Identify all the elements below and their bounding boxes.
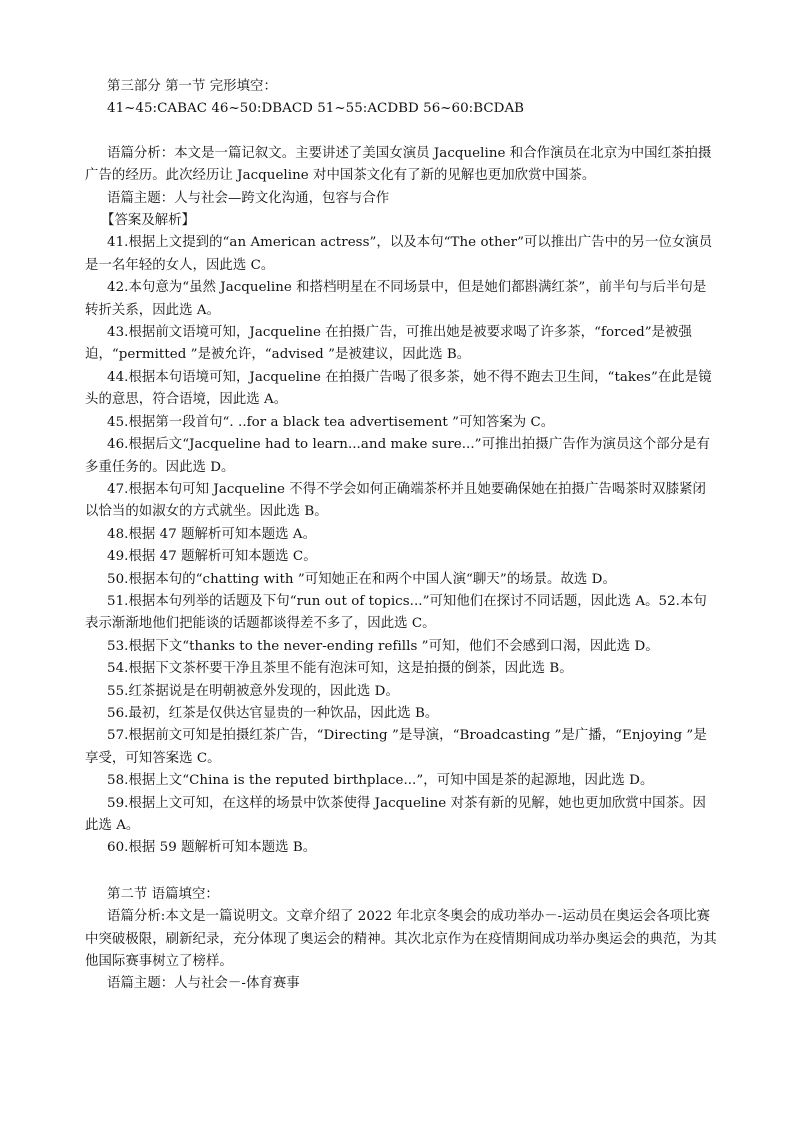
explanation-item: 59.根据上文可知，在这样的场景中饮茶使得 Jacqueline 对茶有新的见解，她也更加欣赏中国茶。因此选 A。 — [85, 795, 706, 833]
explanation-item: 53.根据下文“thanks to the never-ending refills ”可知，他们不会感到口渴，因此选 D。 — [107, 638, 659, 654]
explanation-item: 58.根据上文“China is the reputed birthplace...”，可知中国是茶的起源地，因此选 D。 — [107, 773, 654, 789]
explanation-item: 46.根据后文“Jacqueline had to learn...and make sure...”可推出拍摄广告作为演员这个部分是有多重任务的。因此选 D。 — [85, 437, 711, 475]
answers-section-label: 【答案及解析】 — [101, 213, 196, 229]
explanation-item: 50.根据本句的“chatting with ”可知她正在和两个中国人演“聊天”的场景。故选 D。 — [107, 571, 616, 587]
explanation-item: 56.最初，红茶是仅供达官显贵的一种饮品，因此选 B。 — [107, 705, 439, 721]
section2-heading: 第二节 语篇填空： — [107, 886, 219, 902]
explanation-item: 44.根据本句语境可知，Jacqueline 在拍摄广告喝了很多茶，她不得不跑去卫生间，“takes”在此是镜头的意思，符合语境，因此选 A。 — [85, 369, 712, 408]
explanation-item: 43.根据前文语境可知，Jacqueline 在拍摄广告，可推出她是被要求喝了许多茶，“forced”是被强迫，“permitted ”是被允许，“advised ”是被建议，因此选 B。 — [85, 325, 692, 363]
explanation-item: 51.根据本句列举的话题及下句“run out of topics...”可知他们在探讨不同话题，因此选 A。52.本句表示渐渐地他们把能谈的话题都谈得差不多了，因此选 C。 — [85, 593, 707, 632]
explanation-item: 55.红茶据说是在明朝被意外发现的，因此选 D。 — [107, 683, 399, 699]
explanation-list — [85, 232, 719, 859]
part3-analysis-para — [85, 143, 719, 188]
section2-theme: 语篇主题：人与社会－-体育赛事 — [107, 976, 300, 992]
explanation-item: 41.根据上文提到的“an American actress”，以及本句“The other”可以推出广告中的另一位女演员是一名年轻的女人，因此选 C。 — [85, 235, 713, 273]
part3-theme: 语篇主题：人与社会—跨文化沟通，包容与合作 — [107, 190, 390, 206]
explanation-item: 60.根据 59 题解析可知本题选 B。 — [107, 840, 317, 856]
answer-key-content — [85, 76, 719, 996]
explanation-item: 42.本句意为“虽然 Jacqueline 和搭档明星在不同场景中，但是她们都斟满红茶”，前半句与后半句是转折关系，因此选 A。 — [85, 280, 707, 318]
part3-answer-line: 41~45:CABAC 46~50:DBACD 51~55:ACDBD 56~60:BCDAB — [107, 101, 525, 117]
explanation-item: 48.根据 47 题解析可知本题选 A。 — [107, 526, 317, 542]
part3-heading: 第三部分 第一节 完形填空： — [107, 79, 277, 94]
explanation-item: 57.根据前文可知是拍摄红茶广告，“Directing ”是导演，“Broadcasting ”是广播，“Enjoying ”是享受，可知答案选 C。 — [85, 728, 707, 766]
explanation-item: 45.根据第一段首句“. ..for a black tea advertisement ”可知答案为 C。 — [107, 414, 555, 430]
explanation-item: 54.根据下文茶杯要干净且茶里不能有泡沫可知，这是拍摄的倒茶，因此选 B。 — [107, 661, 573, 677]
spacer — [107, 860, 719, 884]
section2-analysis: 语篇分析:本文是一篇说明文。文章介绍了 2022 年北京冬奥会的成功举办－-运动员在奥运会各项比赛中突破极限，刷新纪录，充分体现了奥运会的精神。其次北京作为在疫情期间成功举办奥运会的典范，为其他国际赛事树立了榜样。 — [85, 909, 717, 970]
part3-analysis: 语篇分析：本文是一篇记叙文。主要讲述了美国女演员 Jacqueline 和合作演员在北京为中国红茶拍摄广告的经历。此次经历让 Jacqueline 对中国茶文化有了新的见解也更加欣赏中国茶。 — [85, 145, 712, 184]
explanation-item: 49.根据 47 题解析可知本题选 C。 — [107, 549, 317, 565]
spacer — [107, 121, 719, 143]
explanation-item: 47.根据本句可知 Jacqueline 不得不学会如何正确端茶杯并且她要确保她在拍摄广告喝茶时双膝紧闭以恰当的如淑女的方式就坐。因此选 B。 — [85, 481, 706, 520]
